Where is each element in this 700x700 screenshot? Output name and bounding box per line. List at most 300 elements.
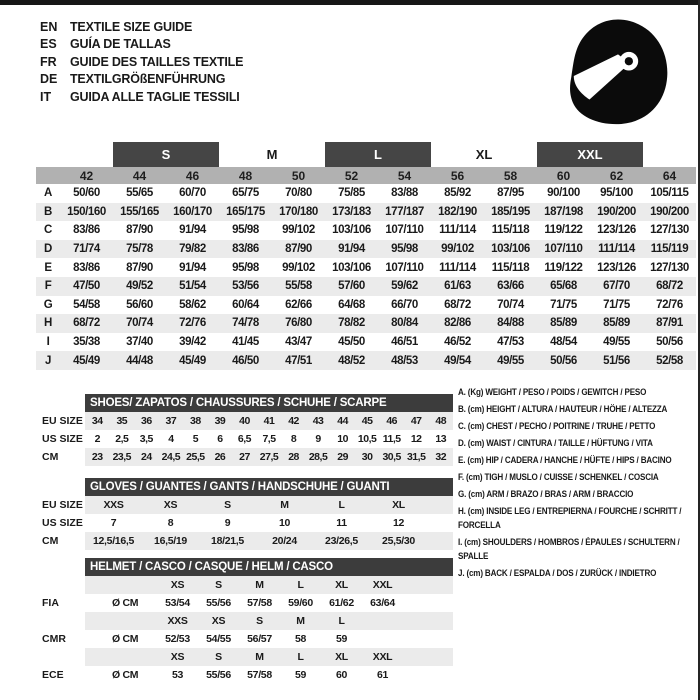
shoes-cm-value: 24,5 (161, 451, 181, 463)
shoes-cm-value: 30 (361, 451, 373, 463)
table-row (36, 221, 696, 240)
size-value: 76/80 (285, 317, 312, 330)
legend-item: J. (cm) BACK / ESPALDA / DOS / ZURÜCK / INDIETRO (458, 568, 657, 579)
helmet-table (85, 558, 453, 684)
size-value: 48/54 (550, 336, 577, 349)
size-value: 87/90 (126, 261, 153, 274)
helmet-size-value: 54/55 (206, 633, 231, 645)
size-value: 83/86 (232, 243, 259, 256)
size-value: 155/165 (120, 205, 159, 218)
language-code: FR (40, 54, 57, 69)
language-list (40, 18, 243, 106)
numeric-size: 44 (132, 168, 147, 183)
gloves-cm-value: 20/24 (272, 535, 297, 547)
size-value: 91/94 (179, 261, 206, 274)
size-value: 103/106 (332, 261, 371, 274)
shoes-cm-value: 30,5 (382, 451, 401, 463)
shoes-row-label: EU SIZE (42, 415, 83, 427)
numeric-size: 64 (662, 168, 677, 183)
shoes-row-label: CM (42, 451, 59, 463)
helmet-size-value: 60 (335, 669, 348, 681)
language-label: GUIDE DES TAILLES TEXTILE (70, 54, 244, 69)
table-row (36, 277, 696, 296)
gloves-cm-value: 18/21,5 (211, 535, 244, 547)
row-key: I (46, 336, 50, 349)
size-value: 87/90 (285, 243, 312, 256)
size-value: 35/38 (73, 336, 100, 349)
shoes-us-value: 9 (315, 433, 321, 445)
size-value: 107/110 (544, 243, 583, 256)
size-value: 56/60 (126, 298, 153, 311)
size-value: 46/50 (232, 354, 259, 367)
size-value: 115/119 (650, 243, 689, 256)
size-value: 49/55 (603, 336, 630, 349)
numeric-size-row (36, 167, 696, 184)
numeric-size: 42 (79, 168, 94, 183)
gloves-us-value: 10 (278, 517, 291, 529)
size-value: 70/74 (497, 298, 524, 311)
shoes-us-value: 11,5 (382, 433, 401, 445)
letter-size-xl: XL (475, 147, 493, 162)
size-value: 177/187 (385, 205, 424, 218)
size-value: 111/114 (439, 261, 476, 274)
table-row (36, 351, 696, 370)
gloves-us-value: 9 (224, 517, 231, 529)
size-value: 87/95 (497, 187, 524, 200)
legend-item: H. (cm) INSIDE LEG / ENTREPIERNA / FOURCHE / SCHRITT / FORCELLA (458, 506, 682, 531)
size-value: 57/60 (338, 280, 365, 293)
shoes-eu-value: 44 (337, 415, 348, 427)
shoes-eu-value: 48 (435, 415, 447, 427)
helmet-size-value: 56/57 (247, 633, 272, 645)
size-value: 70/74 (126, 317, 153, 330)
size-value: 62/66 (285, 298, 312, 311)
shoes-us-value: 8 (290, 433, 297, 445)
size-value: 85/89 (603, 317, 630, 330)
gloves-cm-value: 23/26,5 (325, 535, 358, 547)
letter-size-s: S (113, 142, 219, 167)
size-value: 127/130 (650, 224, 689, 237)
shoes-eu-value: 41 (263, 415, 275, 427)
helmet-size-label: XL (335, 651, 348, 663)
textile-rows (36, 184, 696, 370)
shoes-row-labels (42, 412, 83, 466)
gloves-eu-value: L (338, 499, 345, 511)
numeric-size: 54 (397, 168, 412, 183)
size-value: 95/98 (232, 261, 259, 274)
shoes-cm-value: 24 (140, 451, 152, 463)
size-value: 111/114 (598, 243, 635, 256)
size-value: 187/198 (544, 205, 583, 218)
size-value: 119/122 (544, 261, 583, 274)
gloves-cm-value: 25,5/30 (382, 535, 415, 547)
table-row (36, 203, 696, 222)
shoes-cm-value: 26 (214, 451, 226, 463)
helmet-unit-label: Ø CM (112, 633, 139, 645)
gloves-eu-value: XL (392, 499, 405, 511)
size-value: 47/50 (73, 280, 100, 293)
shoes-eu-value: 37 (165, 415, 177, 427)
size-value: 48/52 (338, 354, 365, 367)
size-value: 65/68 (550, 280, 577, 293)
helmet-size-value: 52/53 (165, 633, 190, 645)
size-value: 95/98 (232, 224, 259, 237)
shoes-us-value: 3,5 (139, 433, 153, 445)
size-value: 150/160 (67, 205, 106, 218)
size-value: 59/62 (391, 280, 418, 293)
language-code: ES (40, 37, 57, 52)
helmet-size-label: S (215, 579, 222, 591)
gloves-us-row (85, 514, 453, 532)
letter-size-m: M (266, 147, 278, 162)
shoes-cm-value: 28 (288, 451, 299, 463)
gloves-cm-value: 16,5/19 (154, 535, 187, 547)
letter-size-xxl: XXL (537, 142, 643, 167)
helmet-values-row (85, 630, 453, 648)
size-value: 82/86 (444, 317, 471, 330)
size-value: 53/56 (232, 280, 259, 293)
size-value: 115/118 (491, 224, 530, 237)
size-value: 80/84 (391, 317, 418, 330)
size-value: 45/49 (73, 354, 100, 367)
size-value: 83/88 (391, 187, 418, 200)
row-key: B (44, 205, 52, 218)
helmet-size-value: 61/62 (329, 597, 354, 609)
shoes-us-value: 10 (337, 433, 348, 445)
size-value: 61/63 (444, 280, 471, 293)
gloves-cm-value: 12,5/16,5 (92, 535, 135, 547)
size-value: 99/102 (282, 224, 315, 237)
row-key: F (44, 280, 52, 293)
letter-size-l: L (325, 142, 431, 167)
row-key: J (45, 354, 51, 367)
size-value: 50/56 (550, 354, 577, 367)
size-value: 66/70 (391, 298, 418, 311)
helmet-size-label: M (255, 579, 264, 591)
shoes-us-value: 6 (217, 433, 223, 445)
language-code: IT (40, 89, 52, 104)
helmet-size-value: 55/56 (206, 597, 231, 609)
gloves-us-value: 7 (110, 517, 117, 529)
helmet-values-row (85, 594, 453, 612)
size-value: 60/70 (179, 187, 206, 200)
size-value: 95/100 (600, 187, 633, 200)
size-value: 85/92 (444, 187, 471, 200)
size-value: 63/66 (497, 280, 524, 293)
language-code: EN (40, 19, 58, 34)
size-value: 185/195 (491, 205, 530, 218)
shoes-section-title: SHOES/ ZAPATOS / CHAUSSURES / SCHUHE / SCARPE (85, 394, 453, 412)
shoes-cm-value: 23,5 (112, 451, 132, 463)
helmet-unit-label: Ø CM (112, 597, 139, 609)
shoes-us-value: 2 (94, 433, 100, 445)
size-value: 123/126 (597, 261, 636, 274)
size-value: 75/85 (338, 187, 365, 200)
shoes-cm-value: 27 (239, 451, 250, 463)
size-value: 47/53 (497, 336, 524, 349)
helmet-size-value: 59/60 (288, 597, 313, 609)
shoes-eu-value: 47 (410, 415, 422, 427)
size-value: 105/115 (650, 187, 689, 200)
size-value: 84/88 (497, 317, 524, 330)
language-item (40, 18, 243, 36)
helmet-size-label: S (215, 651, 222, 663)
shoes-eu-value: 38 (190, 415, 201, 427)
helmet-size-label: S (256, 615, 263, 627)
shoes-us-value: 13 (435, 433, 447, 445)
size-value: 50/60 (73, 187, 100, 200)
size-value: 115/118 (491, 261, 530, 274)
size-value: 160/170 (173, 205, 212, 218)
size-value: 49/54 (444, 354, 471, 367)
shoes-table (85, 394, 453, 466)
row-key: A (44, 187, 52, 200)
shoes-cm-row (85, 448, 453, 466)
gloves-eu-value: S (224, 499, 231, 511)
language-code: DE (40, 72, 58, 87)
size-value: 68/72 (656, 280, 683, 293)
helmet-size-value: 61 (376, 669, 389, 681)
helmet-size-label: XS (170, 651, 185, 663)
size-value: 85/89 (550, 317, 577, 330)
size-value: 165/175 (226, 205, 265, 218)
legend-item: F. (cm) TIGH / MUSLO / CUISSE / SCHENKEL / COSCIA (458, 472, 659, 483)
legend-item: A. (Kg) WEIGHT / PESO / POIDS / GEWITCH / PESO (458, 387, 647, 398)
helmet-size-label: M (296, 615, 305, 627)
helmet-size-label: XXL (372, 579, 393, 591)
helmet-size-label: XXS (167, 615, 188, 627)
gloves-us-value: 12 (392, 517, 405, 529)
shoes-cm-value: 31,5 (406, 451, 426, 463)
helmet-size-value: 59 (335, 633, 348, 645)
helmet-size-label: XXL (372, 651, 393, 663)
size-value: 87/90 (126, 224, 153, 237)
language-label: TEXTILE SIZE GUIDE (70, 19, 193, 34)
table-row (36, 184, 696, 203)
legend-item: D. (cm) WAIST / CINTURA / TAILLE / HÜFTUNG / VITA (458, 438, 653, 449)
row-key: C (44, 224, 52, 237)
shoes-rows (85, 412, 453, 466)
helmet-section-title: HELMET / CASCO / CASQUE / HELM / CASCO (85, 558, 453, 576)
size-value: 55/65 (126, 187, 153, 200)
letter-size-row (36, 142, 696, 167)
size-value: 46/52 (444, 336, 471, 349)
size-value: 64/68 (338, 298, 365, 311)
numeric-size: 58 (503, 168, 518, 183)
size-value: 83/86 (73, 261, 100, 274)
row-key: H (44, 317, 52, 330)
size-value: 91/94 (338, 243, 365, 256)
size-value: 99/102 (441, 243, 474, 256)
size-value: 127/130 (650, 261, 689, 274)
size-value: 70/80 (285, 187, 312, 200)
numeric-size: 48 (238, 168, 253, 183)
size-value: 71/74 (73, 243, 100, 256)
shoes-cm-value: 32 (435, 451, 447, 463)
numeric-size: 46 (185, 168, 200, 183)
legend-item: G. (cm) ARM / BRAZO / BRAS / ARM / BRACCIO (458, 489, 634, 500)
size-value: 49/52 (126, 280, 153, 293)
size-value: 71/75 (603, 298, 630, 311)
gloves-us-value: 11 (336, 517, 347, 529)
size-value: 103/106 (491, 243, 530, 256)
size-value: 71/75 (550, 298, 577, 311)
numeric-size: 62 (609, 168, 624, 183)
helmet-size-label: M (255, 651, 264, 663)
language-label: GUÍA DE TALLAS (70, 37, 171, 52)
shoes-eu-value: 42 (288, 415, 299, 427)
size-value: 91/94 (179, 224, 206, 237)
table-row (36, 258, 696, 277)
shoes-cm-value: 25,5 (186, 451, 205, 463)
size-value: 43/47 (285, 336, 312, 349)
table-row (36, 333, 696, 352)
helmet-standard-labels (42, 594, 66, 700)
gloves-row-label: CM (42, 535, 59, 547)
size-value: 68/72 (73, 317, 100, 330)
legend-item: B. (cm) HEIGHT / ALTURA / HAUTEUR / HÖHE / ALTEZZA (458, 404, 668, 415)
size-value: 49/55 (497, 354, 524, 367)
size-value: 78/82 (338, 317, 365, 330)
helmet-size-label: XL (335, 579, 348, 591)
gloves-rows (85, 496, 453, 550)
size-value: 58/62 (179, 298, 206, 311)
size-value: 103/106 (332, 224, 371, 237)
table-row (36, 314, 696, 333)
row-key: G (43, 298, 53, 311)
size-value: 41/45 (232, 336, 259, 349)
shoes-us-value: 2,5 (115, 433, 129, 445)
helmet-sizes-row (85, 576, 453, 594)
helmet-size-label: XS (170, 579, 185, 591)
size-value: 190/200 (650, 205, 689, 218)
helmet-size-label: L (297, 651, 304, 663)
size-value: 65/75 (232, 187, 259, 200)
size-value: 44/48 (126, 354, 153, 367)
helmet-sizes-row (85, 612, 453, 630)
helmet-size-value: 58 (294, 633, 307, 645)
size-value: 190/200 (597, 205, 636, 218)
shoes-us-value: 4 (168, 433, 174, 445)
helmet-unit-label: Ø CM (112, 669, 139, 681)
shoes-row-label: US SIZE (42, 433, 83, 445)
helmet-size-value: 53/54 (165, 597, 190, 609)
shoes-cm-value: 23 (91, 451, 103, 463)
language-label: TEXTILGRÖßENFÜHRUNG (70, 72, 226, 87)
textile-size-table (36, 142, 696, 370)
size-value: 60/64 (232, 298, 259, 311)
shoes-cm-value: 28,5 (308, 451, 328, 463)
helmet-size-value: 63/64 (370, 597, 395, 609)
language-item (40, 88, 243, 106)
size-value: 47/51 (285, 354, 312, 367)
gloves-row-labels (42, 496, 83, 550)
shoes-us-value: 6,5 (237, 433, 251, 445)
visor-pivot-inner (625, 57, 633, 65)
size-value: 170/180 (279, 205, 318, 218)
numeric-size: 56 (450, 168, 465, 183)
size-value: 72/76 (179, 317, 206, 330)
gloves-eu-value: M (280, 499, 289, 511)
gloves-eu-value: XXS (103, 499, 124, 511)
size-value: 72/76 (656, 298, 683, 311)
gloves-table (85, 478, 453, 550)
helmet-rows (85, 576, 453, 684)
helmet-standard-ece: ECE (42, 669, 64, 681)
shoes-eu-value: 39 (214, 415, 226, 427)
helmet-size-value: 55/56 (206, 669, 231, 681)
gloves-row-label: EU SIZE (42, 499, 83, 511)
size-value: 111/114 (439, 224, 476, 237)
helmet-standard-fia: FIA (42, 597, 59, 609)
size-value: 37/40 (126, 336, 153, 349)
legend-item: E. (cm) HIP / CADERA / HANCHE / HÜFTE / HIPS / BACINO (458, 455, 672, 466)
row-key: D (44, 243, 52, 256)
letter-size-spacer (36, 142, 113, 167)
table-row (36, 296, 696, 315)
size-value: 39/42 (179, 336, 206, 349)
size-value: 95/98 (391, 243, 418, 256)
size-value: 107/110 (385, 224, 424, 237)
gloves-section-title: GLOVES / GUANTES / GANTS / HANDSCHUHE / GUANTI (85, 478, 453, 496)
size-value: 83/86 (73, 224, 100, 237)
helmet-size-value: 53 (171, 669, 184, 681)
helmet-size-value: 59 (294, 669, 307, 681)
shoes-eu-value: 35 (116, 415, 128, 427)
legend-item: C. (cm) CHEST / PECHO / POITRINE / TRUHE / PETTO (458, 421, 656, 432)
row-key: E (44, 261, 52, 274)
size-value: 107/110 (385, 261, 424, 274)
legend-item: I. (cm) SHOULDERS / HOMBROS / ÉPAULES / SCHULTERN / SPALLE (458, 537, 680, 562)
shoes-eu-value: 40 (239, 415, 250, 427)
numeric-size: 60 (556, 168, 571, 183)
helmet-values-row (85, 666, 453, 684)
size-value: 46/51 (391, 336, 418, 349)
gloves-eu-row (85, 496, 453, 514)
shoes-eu-value: 46 (386, 415, 397, 427)
helmet-size-value: 57/58 (247, 597, 272, 609)
shoes-eu-row (85, 412, 453, 430)
size-value: 79/82 (179, 243, 206, 256)
table-row (36, 240, 696, 259)
shoes-eu-value: 34 (91, 415, 103, 427)
racing-helmet-icon (556, 14, 684, 132)
gloves-eu-value: XS (163, 499, 178, 511)
helmet-size-value: 57/58 (247, 669, 272, 681)
measurement-legend (458, 386, 700, 584)
numeric-size: 50 (291, 168, 306, 183)
language-item (40, 36, 243, 54)
size-value: 50/56 (656, 336, 683, 349)
shoes-us-value: 12 (410, 433, 422, 445)
numeric-size: 52 (344, 168, 359, 183)
helmet-standard-cmr: CMR (42, 633, 66, 645)
language-item (40, 53, 243, 71)
size-value: 68/72 (444, 298, 471, 311)
language-item (40, 71, 243, 89)
helmet-size-label: L (338, 615, 345, 627)
size-value: 119/122 (544, 224, 583, 237)
size-value: 75/78 (126, 243, 153, 256)
size-value: 182/190 (438, 205, 477, 218)
size-value: 99/102 (282, 261, 315, 274)
shoes-us-value: 5 (192, 433, 199, 445)
size-value: 45/50 (338, 336, 365, 349)
size-value: 74/78 (232, 317, 259, 330)
gloves-row-label: US SIZE (42, 517, 83, 529)
size-value: 54/58 (73, 298, 100, 311)
shoes-us-value: 7,5 (262, 433, 276, 445)
